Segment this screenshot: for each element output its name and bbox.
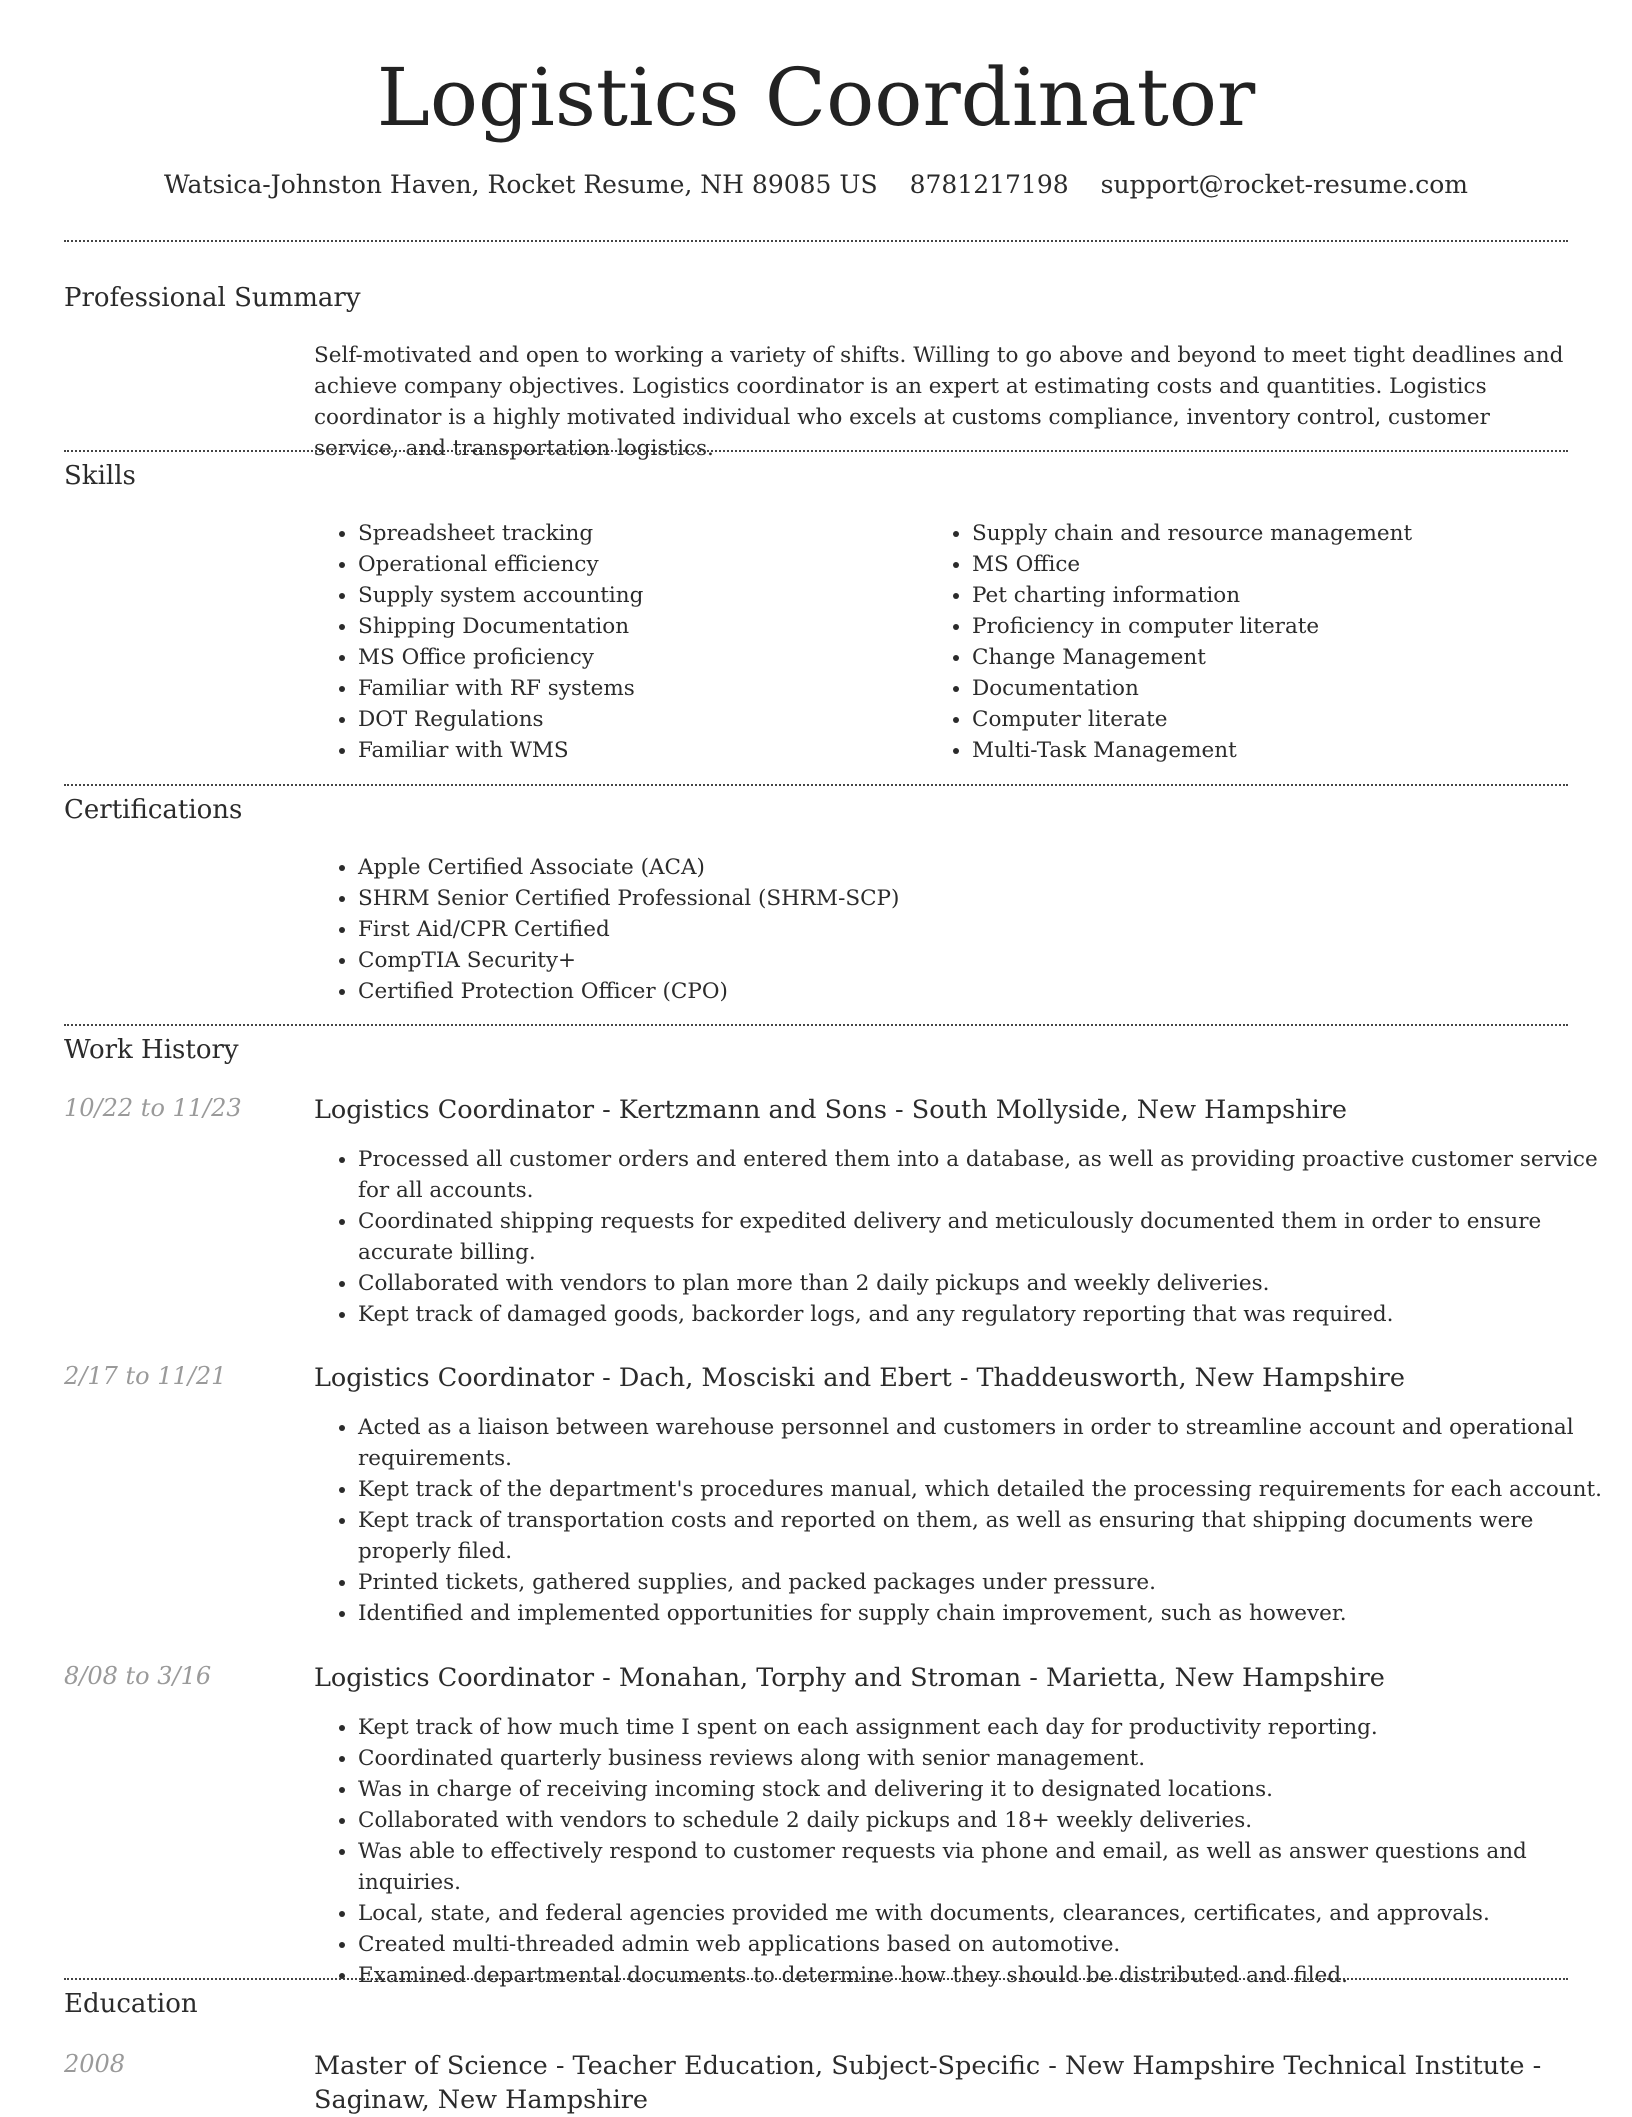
education-year: 2008	[64, 2050, 126, 2078]
skills-list-left	[314, 518, 918, 766]
skill-item: • Spreadsheet tracking	[358, 518, 918, 549]
certification-item: • SHRM Senior Certified Professional (SHRM-SCP)	[358, 883, 1612, 914]
certification-item: • Certified Protection Officer (CPO)	[358, 976, 1612, 1007]
job-bullet: • Printed tickets, gathered supplies, and packed packages under pressure.	[358, 1567, 1612, 1598]
job-bullet: • Processed all customer orders and entered them into a database, as well as providing proactive customer service for all accounts.	[358, 1144, 1612, 1206]
job-bullets	[314, 1712, 1612, 1991]
education-heading: Master of Science - Teacher Education, Subject-Specific - New Hampshire Technical Institute - Saginaw, New Hampshire	[314, 2051, 1542, 2115]
job-bullet: • Kept track of how much time I spent on each assignment each day for productivity reporting.	[358, 1712, 1612, 1743]
job-bullet: • Was in charge of receiving incoming stock and delivering it to designated locations.	[358, 1774, 1612, 1805]
skill-item: • Familiar with WMS	[358, 735, 918, 766]
job-bullet: • Collaborated with vendors to schedule 2 daily pickups and 18+ weekly deliveries.	[358, 1805, 1612, 1836]
job-bullet: • Local, state, and federal agencies provided me with documents, clearances, certificates, and approvals.	[358, 1898, 1612, 1929]
skill-item: • Pet charting information	[972, 580, 1612, 611]
section-title-summary: Professional Summary	[64, 283, 361, 313]
section-title-education: Education	[64, 1989, 198, 2019]
skill-item: • Multi-Task Management	[972, 735, 1612, 766]
divider	[64, 240, 1568, 242]
section-title-certifications: Certifications	[64, 795, 243, 825]
certification-item: • Apple Certified Associate (ACA)	[358, 852, 1612, 883]
job-dates: 10/22 to 11/23	[64, 1094, 242, 1122]
section-title-skills: Skills	[64, 461, 136, 491]
divider	[64, 784, 1568, 786]
job-bullet: • Created multi-threaded admin web applications based on automotive.	[358, 1929, 1612, 1960]
job-heading: Logistics Coordinator - Monahan, Torphy and Stroman - Marietta, New Hampshire	[314, 1663, 1385, 1693]
job-bullet: • Examined departmental documents to determine how they should be distributed and filed.	[358, 1960, 1612, 1991]
contact-email[interactable]: support@rocket-resume.com	[1100, 170, 1468, 199]
divider	[64, 1978, 1568, 1980]
job-bullet: • Identified and implemented opportunities for supply chain improvement, such as however.	[358, 1598, 1612, 1629]
job-dates: 2/17 to 11/21	[64, 1362, 227, 1390]
section-title-work-history: Work History	[64, 1035, 239, 1065]
skill-item: • Documentation	[972, 673, 1612, 704]
certifications-list	[314, 852, 1612, 1007]
skill-item: • MS Office proficiency	[358, 642, 918, 673]
skills-list-right	[928, 518, 1612, 766]
skill-item: • DOT Regulations	[358, 704, 918, 735]
skill-item: • Proficiency in computer literate	[972, 611, 1612, 642]
skill-item: • Operational efficiency	[358, 549, 918, 580]
skill-item: • MS Office	[972, 549, 1612, 580]
job-heading: Logistics Coordinator - Dach, Mosciski and Ebert - Thaddeusworth, New Hampshire	[314, 1363, 1405, 1393]
divider	[64, 450, 1568, 452]
job-bullet: • Acted as a liaison between warehouse personnel and customers in order to streamline account and operational requirements.	[358, 1412, 1612, 1474]
skill-item: • Familiar with RF systems	[358, 673, 918, 704]
skill-item: • Supply system accounting	[358, 580, 918, 611]
job-bullets	[314, 1144, 1612, 1330]
job-bullets	[314, 1412, 1612, 1629]
job-bullet: • Kept track of transportation costs and reported on them, as well as ensuring that shipping documents were properly filed.	[358, 1505, 1612, 1567]
skill-item: • Shipping Documentation	[358, 611, 918, 642]
skill-item: • Supply chain and resource management	[972, 518, 1612, 549]
job-bullet: • Coordinated shipping requests for expedited delivery and meticulously documented them in order to ensure accurate billing.	[358, 1206, 1612, 1268]
job-dates: 8/08 to 3/16	[64, 1662, 212, 1690]
divider	[64, 1024, 1568, 1026]
certification-item: • First Aid/CPR Certified	[358, 914, 1612, 945]
skill-item: • Computer literate	[972, 704, 1612, 735]
contact-line	[0, 170, 1632, 199]
contact-address: Watsica-Johnston Haven, Rocket Resume, NH 89085 US	[164, 170, 878, 199]
contact-phone: 8781217198	[909, 170, 1069, 199]
certification-item: • CompTIA Security+	[358, 945, 1612, 976]
job-bullet: • Kept track of the department's procedures manual, which detailed the processing requirements for each account.	[358, 1474, 1612, 1505]
resume-name: Logistics Coordinator	[376, 51, 1256, 144]
summary-text: Self-motivated and open to working a variety of shifts. Willing to go above and beyond to meet tight deadlines and achieve company objectives. Logistics coordinator is an expert at estimating costs and quantities. Logistics coordinator is a highly motivated individual who excels at customs compliance, inventory control, customer service, and transportation logistics.	[314, 343, 1564, 461]
job-bullet: • Was able to effectively respond to customer requests via phone and email, as well as answer questions and inquiries.	[358, 1836, 1612, 1898]
job-bullet: • Collaborated with vendors to plan more than 2 daily pickups and weekly deliveries.	[358, 1268, 1612, 1299]
job-bullet: • Kept track of damaged goods, backorder logs, and any regulatory reporting that was required.	[358, 1299, 1612, 1330]
job-heading: Logistics Coordinator - Kertzmann and Sons - South Mollyside, New Hampshire	[314, 1095, 1348, 1125]
skill-item: • Change Management	[972, 642, 1612, 673]
job-bullet: • Coordinated quarterly business reviews along with senior management.	[358, 1743, 1612, 1774]
